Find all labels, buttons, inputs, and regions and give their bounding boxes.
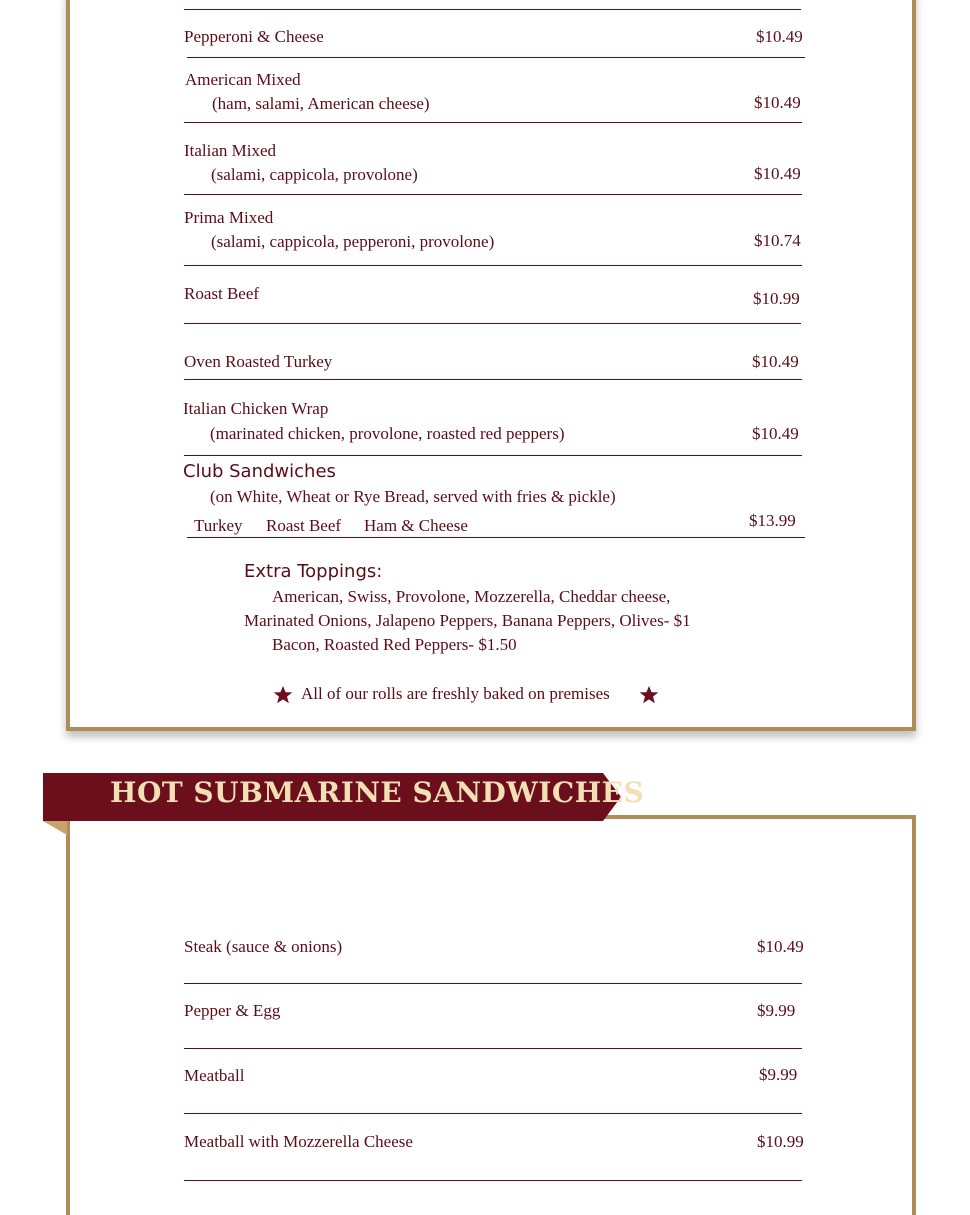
divider [184,1180,802,1181]
extra-toppings-title: Extra Toppings: [244,561,383,582]
divider [184,9,801,10]
banner-fold [43,821,67,835]
divider [184,1048,802,1049]
star-icon [273,685,293,705]
item-price: $10.49 [752,424,799,443]
item-price: $10.99 [757,1132,804,1151]
item-price: $10.49 [752,352,799,371]
item-name: Pepperoni & Cheese [184,27,324,46]
item-price: $10.99 [753,289,800,308]
divider [184,455,802,456]
divider [184,122,802,123]
toppings-line: Bacon, Roasted Red Peppers- $1.50 [272,635,517,654]
item-name: Roast Beef [184,284,260,303]
club-price: $13.99 [749,511,796,530]
item-price: $9.99 [757,1001,796,1020]
divider [184,379,802,380]
club-option-ham-cheese: Ham & Cheese [364,516,468,535]
item-description: (sauce & onions) [226,937,343,956]
divider [184,323,801,324]
item-price: $10.49 [757,937,804,956]
item-name: Meatball [184,1066,245,1085]
club-option-turkey: Turkey [194,516,243,535]
club-sandwiches-description: (on White, Wheat or Rye Bread, served with fries & pickle) [210,487,616,506]
divider [187,537,805,538]
item-price: $10.49 [754,93,801,112]
item-price: $10.49 [756,27,803,46]
item-name: Italian Mixed [184,141,277,160]
divider [187,57,805,58]
club-sandwiches-title: Club Sandwiches [183,461,336,482]
item-name-text: Steak [184,937,222,956]
item-description: (ham, salami, American cheese) [212,94,430,113]
item-name: Prima Mixed [184,208,274,227]
item-price: $10.49 [754,164,801,183]
item-name: Pepper & Egg [184,1001,281,1020]
toppings-line: Marinated Onions, Jalapeno Peppers, Banana Peppers, Olives- $1 [244,611,691,630]
rolls-note: All of our rolls are freshly baked on premises [301,684,610,703]
item-price: $9.99 [759,1065,798,1084]
item-description: (salami, cappicola, pepperoni, provolone) [211,232,495,251]
item-price: $10.74 [754,231,801,250]
divider [184,265,802,266]
star-icon [639,685,659,705]
item-name: American Mixed [185,70,301,89]
item-name: Italian Chicken Wrap [183,399,329,418]
item-name [184,937,342,957]
divider [184,1113,802,1114]
divider [184,983,802,984]
item-name: Meatball with Mozzerella Cheese [184,1132,413,1151]
divider [184,194,802,195]
toppings-line: American, Swiss, Provolone, Mozzerella, Cheddar cheese, [272,587,671,606]
item-name: Oven Roasted Turkey [184,352,333,371]
item-description: (salami, cappicola, provolone) [211,165,418,184]
club-option-roast-beef: Roast Beef [266,516,342,535]
section-title: HOT SUBMARINE SANDWICHES [110,776,645,809]
item-description: (marinated chicken, provolone, roasted red peppers) [210,424,565,443]
